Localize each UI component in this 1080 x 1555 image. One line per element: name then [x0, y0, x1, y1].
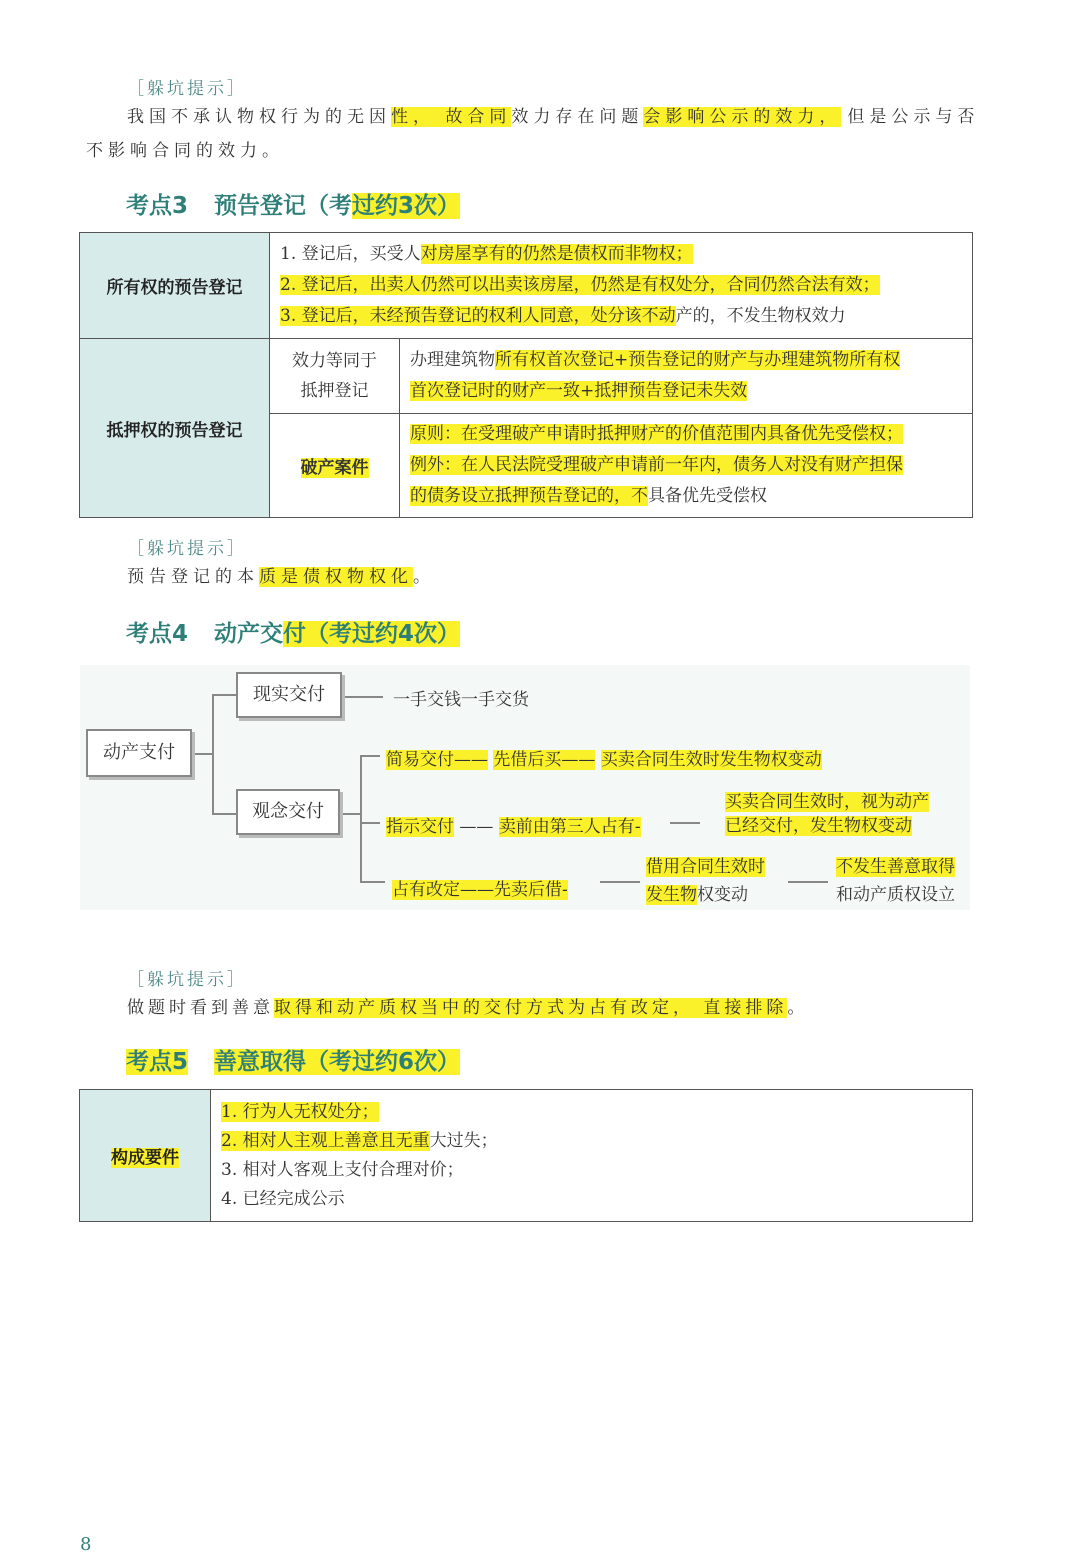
section-number: 考点4	[126, 621, 189, 647]
table-row	[80, 1090, 973, 1222]
root-node: 动产支付	[86, 729, 192, 777]
section-title: 善意取得（考过约6次）	[214, 1049, 461, 1075]
label-line: 效力等同于	[292, 351, 377, 371]
connector-line	[212, 694, 236, 696]
highlighted-text: 占有改定	[392, 880, 460, 900]
highlighted-text: 付（考过约4次）	[283, 621, 461, 647]
simple-delivery-row	[386, 745, 822, 770]
content-line	[400, 345, 972, 376]
dash-connector: -	[634, 817, 641, 837]
highlighted-text: 质是债权物权化	[259, 567, 413, 587]
content-line	[400, 481, 972, 512]
text-segment: 。	[787, 998, 809, 1018]
section-heading-4	[126, 615, 460, 648]
highlighted-text: 会影响公示的效力，	[643, 107, 842, 127]
row-content	[211, 1090, 973, 1222]
text-segment: 做题时看到善意	[127, 998, 274, 1018]
text-segment: 权变动	[697, 885, 748, 905]
highlighted-text: 买卖合同生效时发生物权变动	[600, 750, 822, 770]
tip-text-segment: 效力存在问题	[511, 107, 644, 127]
tip-label: ［躲坑提示］	[127, 79, 247, 99]
concept-delivery-node: 观念交付	[236, 789, 340, 835]
section-number: 考点5	[126, 1049, 189, 1075]
row-content	[270, 233, 973, 339]
highlighted-text: 2. 相对人主观上善意且无重	[221, 1130, 430, 1151]
connector-line	[788, 881, 828, 883]
highlighted-text: 2. 登记后，出卖人仍然可以出卖该房屋，仍然是有权处分，合同仍然合法有效；	[280, 275, 880, 295]
tip-text-segment: 我国不承认物权行为的无因	[127, 107, 391, 127]
sub-row-label	[270, 414, 400, 518]
list-item: 3. 相对人客观上支付合理对价；	[221, 1159, 464, 1180]
highlighted-text: 所有权首次登记+预告登记的财产与办理建筑物所有权	[495, 350, 901, 370]
connector-line	[600, 881, 640, 883]
connector-line	[360, 881, 385, 883]
text-segment: 具备优先受偿权	[648, 486, 767, 506]
row-header: 抵押权的预告登记	[80, 339, 270, 518]
highlighted-text: 买卖合同生效时，视为动产	[725, 792, 929, 812]
highlighted-text: 原则：在受理破产申请时抵押财产的价值范围内具备优先受偿权；	[410, 424, 903, 444]
indicate-delivery-result	[725, 790, 929, 838]
highlighted-text: 发生物	[646, 885, 697, 905]
highlighted-text: 借用合同生效时	[646, 857, 765, 877]
tip-text	[127, 560, 435, 594]
connector-line	[343, 696, 383, 698]
tip-text-line1	[127, 100, 979, 134]
section-heading-3	[126, 187, 460, 220]
possession-change-effect	[836, 853, 955, 909]
dash-connector: -	[562, 880, 568, 900]
pre-registration-table	[79, 232, 973, 518]
list-item: 4. 已经完成公示	[221, 1188, 345, 1209]
section-number: 考点3	[126, 193, 189, 219]
content-line	[400, 419, 972, 450]
text-segment: 1. 登记后，买受人	[280, 244, 421, 264]
highlighted-text: 构成要件	[111, 1148, 179, 1168]
label-line: 抵押登记	[300, 381, 369, 401]
dash-connector: ——	[561, 750, 596, 770]
text-segment: 大过失；	[429, 1130, 498, 1151]
highlighted-text: 1. 行为人无权处分；	[221, 1101, 379, 1122]
sub-row-content	[400, 339, 973, 414]
highlighted-text: 的债务设立抵押预告登记的，不	[410, 486, 648, 506]
text-segment: 预告登记的本	[127, 567, 259, 587]
dash-connector: ——	[459, 817, 494, 837]
highlighted-text: 取得和动产质权当中的交付方式为占有改定， 直接排除	[274, 998, 788, 1018]
highlighted-text: 卖前由第三人占有	[498, 817, 635, 837]
connector-line	[360, 822, 380, 824]
tip-text-line2: 不影响合同的效力。	[86, 141, 284, 161]
highlighted-text: 例外：在人民法院受理破产申请前一年内，债务人对没有财产担保	[410, 455, 903, 475]
highlighted-text: 性， 故合同	[391, 107, 512, 127]
text-segment: 和动产质权设立	[836, 885, 955, 905]
list-item	[211, 1127, 972, 1156]
highlighted-text: 先卖后借	[494, 880, 562, 900]
possession-change-row	[392, 875, 568, 900]
real-delivery-node: 现实交付	[236, 672, 342, 718]
table-row	[80, 339, 973, 414]
highlighted-text: 对房屋享有的仍然是债权而非物权；	[420, 244, 693, 264]
text-segment: 产的，不发生物权效力	[675, 306, 846, 326]
tip-label: ［躲坑提示］	[127, 539, 247, 559]
section-heading-5	[126, 1043, 460, 1076]
highlighted-text: 3. 登记后，未经预告登记的权利人同意，处分该不动	[280, 306, 676, 326]
connector-line	[670, 822, 700, 824]
tip-text-segment: 但是公示与否	[847, 107, 980, 127]
sub-row-label	[270, 339, 400, 414]
connector-line	[360, 755, 380, 757]
highlighted-text: 破产案件	[300, 458, 369, 478]
list-item	[270, 270, 972, 301]
highlighted-text: 过约3次）	[352, 193, 461, 219]
connector-line	[360, 755, 362, 882]
page-number: 8	[80, 1534, 92, 1555]
list-item	[270, 301, 972, 332]
good-faith-table	[79, 1089, 973, 1222]
highlighted-text: 简易交付	[386, 750, 454, 770]
section-title: 动产交	[214, 621, 284, 647]
list-item	[270, 239, 972, 270]
connector-line	[212, 813, 236, 815]
tip-text	[127, 991, 808, 1025]
dash-connector: ——	[460, 880, 494, 900]
connector-line	[212, 694, 214, 814]
highlighted-text: 指示交付	[386, 817, 454, 837]
dash-connector: ——	[454, 750, 488, 770]
highlighted-text: 已经交付，发生物权变动	[725, 816, 912, 836]
connector-line	[193, 753, 213, 755]
row-header: 所有权的预告登记	[80, 233, 270, 339]
section-title: 预告登记（考	[214, 193, 353, 219]
sub-row-content	[400, 414, 973, 518]
highlighted-text: 首次登记时的财产一致+抵押预告登记未失效	[410, 381, 748, 401]
highlighted-text: 不发生善意取得	[836, 857, 955, 877]
text-segment: 办理建筑物	[410, 350, 495, 370]
row-header	[80, 1090, 211, 1222]
table-row	[80, 233, 973, 339]
highlighted-text: 先借后买	[493, 750, 562, 770]
connector-line	[341, 813, 361, 815]
real-delivery-desc: 一手交钱一手交货	[393, 690, 529, 710]
text-segment: 。	[413, 567, 435, 587]
possession-change-result	[646, 853, 765, 909]
list-item	[211, 1098, 972, 1127]
tip-label: ［躲坑提示］	[127, 970, 247, 990]
indicate-delivery-row	[386, 812, 641, 837]
content-line	[400, 376, 972, 407]
content-line	[400, 450, 972, 481]
